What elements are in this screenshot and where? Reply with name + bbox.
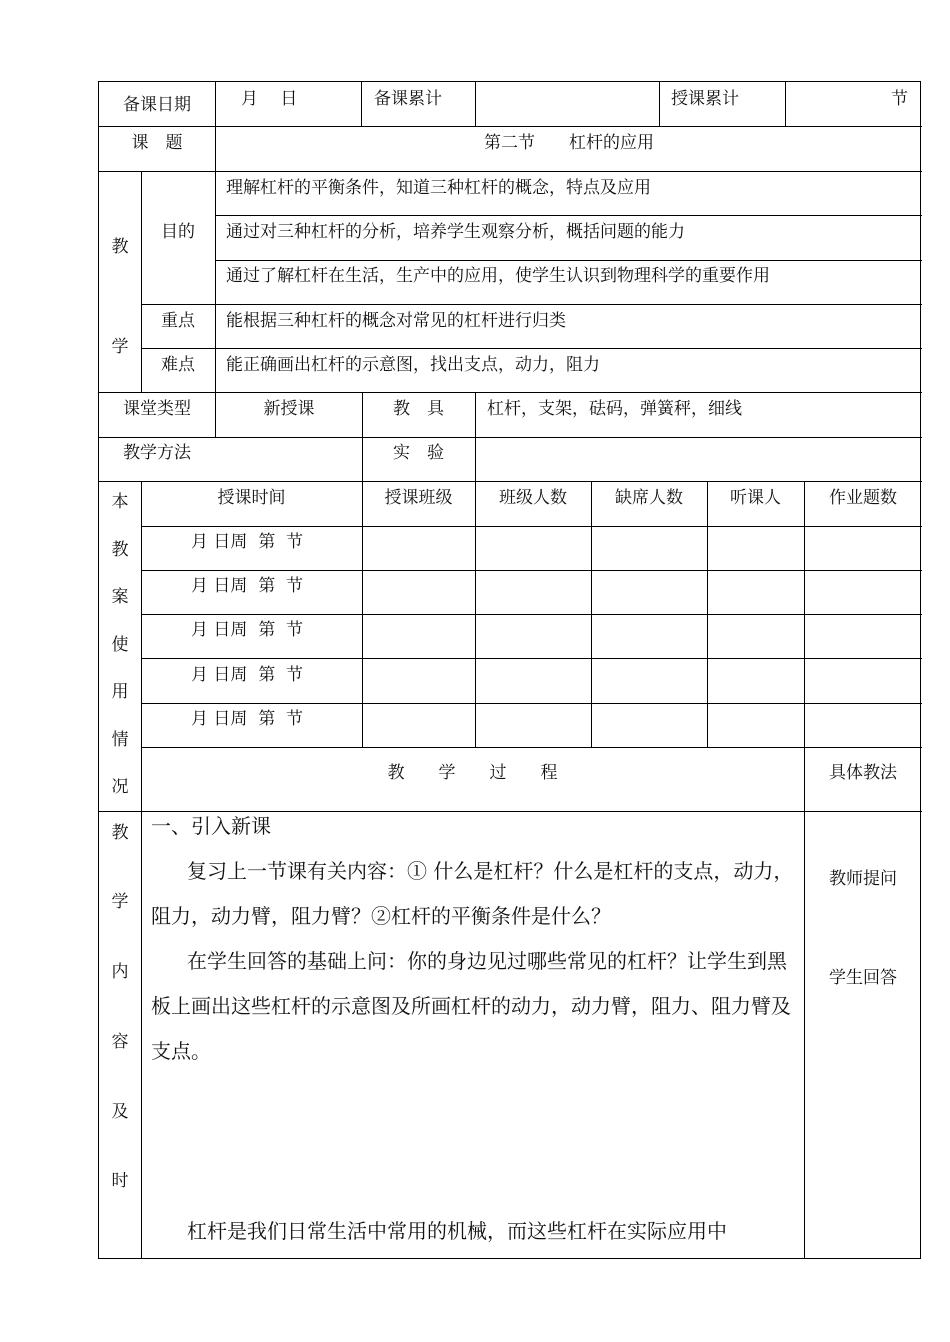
usage-col-header: 授课时间 bbox=[217, 488, 286, 508]
lesson-plan-table bbox=[98, 81, 921, 1259]
experiment-label: 实 验 bbox=[393, 443, 444, 463]
date-label: 备课日期 bbox=[123, 95, 191, 115]
process-side-char: 学 bbox=[111, 892, 129, 912]
usage-side-char: 教 bbox=[111, 540, 129, 560]
class-type-label: 课堂类型 bbox=[123, 399, 191, 419]
key-label: 重点 bbox=[161, 311, 195, 331]
goal-item: 理解杠杆的平衡条件，知道三种杠杆的概念，特点及应用 bbox=[226, 178, 651, 198]
row-divider bbox=[216, 215, 922, 216]
process-title: 教 学 过 程 bbox=[387, 763, 558, 783]
method-label: 教学方法 bbox=[123, 443, 191, 463]
student-note: 学生回答 bbox=[829, 968, 897, 988]
usage-side-char: 案 bbox=[111, 587, 129, 607]
col-divider bbox=[707, 481, 708, 747]
row-divider bbox=[216, 260, 922, 261]
topic-value: 第二节 杠杆的应用 bbox=[484, 133, 654, 153]
goal-item: 通过了解杠杆在生活，生产中的应用，使学生认识到物理科学的重要作用 bbox=[226, 266, 770, 286]
row-divider bbox=[99, 481, 922, 482]
col-divider bbox=[361, 82, 362, 126]
usage-side-char: 情 bbox=[111, 730, 129, 750]
usage-row-time: 月 日周 第 节 bbox=[191, 665, 304, 685]
usage-col-header: 授课班级 bbox=[384, 488, 453, 508]
usage-side-char: 况 bbox=[111, 777, 129, 797]
difficulty-point: 能正确画出杠杆的示意图，找出支点，动力，阻力 bbox=[226, 355, 600, 375]
col-divider bbox=[785, 82, 786, 126]
usage-row-time: 月 日周 第 节 bbox=[191, 709, 304, 729]
tools-value: 杠杆，支架，砝码，弹簧秤，细线 bbox=[487, 399, 742, 419]
col-divider bbox=[475, 392, 476, 747]
tools-label: 教 具 bbox=[393, 399, 444, 419]
process-side-char: 及 bbox=[111, 1102, 129, 1122]
method-column-label: 具体教法 bbox=[829, 763, 897, 783]
row-divider bbox=[99, 171, 922, 172]
section-heading: 一、引入新课 bbox=[151, 814, 271, 838]
usage-side-char: 使 bbox=[111, 635, 129, 655]
process-side-char: 时 bbox=[111, 1171, 129, 1191]
usage-col-header: 缺席人数 bbox=[615, 488, 683, 508]
usage-row-time: 月 日周 第 节 bbox=[191, 532, 304, 552]
usage-row-time: 月 日周 第 节 bbox=[191, 620, 304, 640]
process-content-tail bbox=[151, 1209, 801, 1254]
col-divider bbox=[659, 82, 660, 126]
paragraph: 在学生回答的基础上问：你的身边见过哪些常见的杠杆？让学生到黑板上画出这些杠杆的示意图及所画杠杆的动力，动力臂，阻力、阻力臂及支点。 bbox=[151, 949, 791, 1063]
prep-total-label: 备课累计 bbox=[374, 89, 442, 109]
teach-total-label: 授课累计 bbox=[671, 89, 739, 109]
usage-col-header: 听课人 bbox=[730, 488, 781, 508]
row-divider bbox=[141, 304, 922, 305]
usage-side-char: 本 bbox=[111, 492, 129, 512]
row-divider bbox=[99, 126, 922, 127]
class-type-value: 新授课 bbox=[263, 399, 315, 419]
usage-row-time: 月 日周 第 节 bbox=[191, 576, 304, 596]
goal-item: 通过对三种杠杆的分析，培养学生观察分析，概括问题的能力 bbox=[226, 222, 685, 242]
usage-side-char: 用 bbox=[111, 682, 129, 702]
paragraph: 复习上一节课有关内容：① 什么是杠杆？什么是杠杆的支点，动力，阻力，动力臂，阻力臂？②杠杆的平衡条件是什么？ bbox=[151, 859, 794, 928]
usage-col-header: 作业题数 bbox=[829, 488, 897, 508]
key-point: 能根据三种杠杆的概念对常见的杠杆进行归类 bbox=[226, 311, 566, 331]
col-divider bbox=[141, 481, 142, 1259]
month-day: 月 日 bbox=[241, 89, 298, 109]
process-content bbox=[151, 804, 801, 1074]
teaching-group-char: 教 bbox=[111, 237, 129, 257]
process-side-char: 内 bbox=[111, 962, 129, 982]
row-divider bbox=[141, 348, 922, 349]
process-side-char: 容 bbox=[111, 1032, 129, 1052]
topic-label: 课 题 bbox=[131, 133, 183, 153]
teaching-group-char: 学 bbox=[111, 337, 129, 357]
usage-col-header: 班级人数 bbox=[499, 488, 567, 508]
difficulty-label: 难点 bbox=[161, 355, 195, 375]
col-divider bbox=[475, 82, 476, 126]
teacher-note: 教师提问 bbox=[829, 869, 897, 889]
row-divider bbox=[99, 392, 922, 393]
goals-label: 目的 bbox=[161, 222, 195, 242]
process-side-char: 教 bbox=[111, 823, 129, 843]
col-divider bbox=[591, 481, 592, 747]
section-unit: 节 bbox=[891, 89, 908, 109]
paragraph: 杠杆是我们日常生活中常用的机械，而这些杠杆在实际应用中 bbox=[187, 1219, 727, 1243]
row-divider bbox=[99, 437, 922, 438]
